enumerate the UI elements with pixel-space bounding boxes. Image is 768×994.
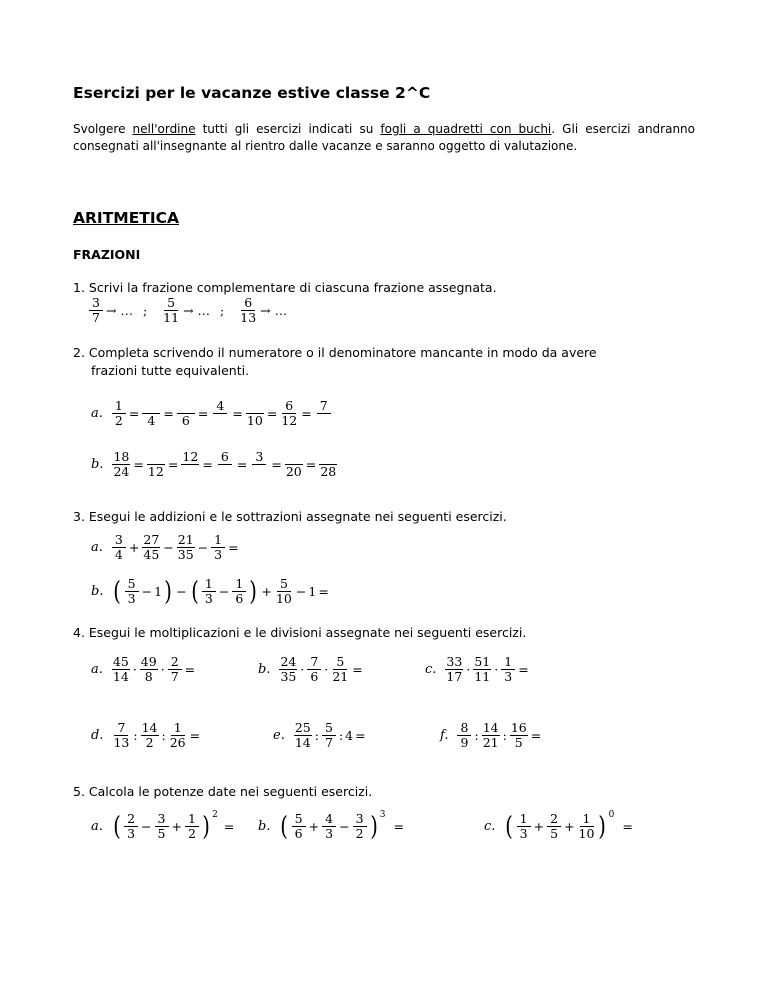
numerator: 1 [171,721,185,736]
fraction [307,655,321,684]
numerator: 1 [580,812,594,827]
denominator: 35 [177,547,194,562]
plus: + [564,819,575,834]
numerator: 1 [185,812,199,827]
exercise-1-math [88,296,289,325]
numerator: 7 [307,655,321,670]
denominator: 5 [157,826,166,841]
numerator: 1 [202,577,216,592]
fraction [517,812,531,841]
exercise-4-text: 4. Esegui le moltiplicazioni e le divisioni assegnate nei seguenti esercizi. [73,625,527,640]
denominator: 12 [147,464,164,479]
numerator: 18 [113,449,130,464]
denominator: 2 [145,735,154,750]
denominator: 14 [294,735,311,750]
denominator: 26 [169,735,186,750]
equals: = [223,819,235,834]
times: · [466,662,471,677]
equals: = [202,457,213,472]
divide: : [502,728,507,743]
numerator: 3 [155,812,169,827]
numerator: 33 [446,654,463,669]
label-b: b. [91,457,104,472]
fraction [510,721,528,750]
denominator: 11 [163,310,180,325]
numerator: 14 [141,720,158,735]
label-c: c. [484,819,496,834]
denominator: 10 [246,413,263,428]
left-paren: ( [190,576,199,607]
label-b: b. [91,584,104,599]
fraction [322,812,336,841]
right-paren: ) [598,811,607,842]
fraction [112,533,126,562]
denominator: 17 [446,669,463,684]
exercise-3a [91,533,241,562]
equals: = [393,819,404,834]
fraction [112,450,130,479]
equals: = [318,584,329,599]
label-f: f. [440,728,449,743]
minus: − [295,584,307,599]
label-a: a. [91,662,103,677]
divide: : [474,728,479,743]
denominator: 4 [114,547,123,562]
separator: ; [220,303,225,318]
fraction [285,450,303,479]
equals: = [232,406,243,421]
equals: = [622,819,633,834]
denominator: 7 [170,669,179,684]
numerator: 51 [474,654,491,669]
numerator [246,399,264,414]
left-paren: ( [505,811,514,842]
numerator [319,450,337,465]
fraction [353,812,367,841]
exercise-4e [273,721,368,750]
equals: = [128,406,140,421]
minus: − [218,584,230,599]
times: · [132,662,137,677]
fraction [142,533,160,562]
numerator: 1 [112,399,126,414]
numerator: 5 [333,655,347,670]
numerator: 5 [164,296,178,311]
right-paren: ) [164,576,172,607]
intro-text-3: . Gli esercizi andranno consegnati all'insegnante al rientro dalle vacanze e saranno oggetto di valutazione. [73,122,696,153]
plus: + [533,819,545,834]
equals: = [305,457,317,472]
fraction [125,577,139,606]
denominator: 14 [112,669,129,684]
exercise-4c [425,655,531,684]
right-paren: ) [369,811,378,842]
label-e: e. [273,728,285,743]
fraction [239,296,257,325]
integer: 1 [308,584,317,599]
label-b: b. [258,819,271,834]
numerator: 1 [232,577,246,592]
denominator: 12 [281,413,298,428]
plus: + [261,584,272,599]
divide: : [314,728,319,743]
numerator [142,399,160,414]
numerator: 27 [143,532,160,547]
fraction [142,399,160,428]
numerator: 1 [517,812,531,827]
fraction [177,533,195,562]
fraction [112,721,130,750]
equals: = [271,457,282,472]
denominator: 3 [204,591,213,606]
exercise-4d [91,721,202,750]
fraction [216,450,234,479]
divide: : [338,728,344,743]
right-paren: ) [202,811,210,842]
exercise-4a [91,655,197,684]
numerator: 6 [241,296,255,311]
intro-text-2: tutti gli esercizi indicati su [195,122,381,136]
fraction [322,721,336,750]
fraction [141,721,159,750]
equals: = [133,457,144,472]
times: · [300,662,305,677]
page-title: Esercizi per le vacanze estive classe 2^C [73,84,431,102]
arrow: → … [106,303,133,318]
exercise-5-text: 5. Calcola le potenze date nei seguenti esercizi. [73,784,373,799]
denominator: 21 [482,735,499,750]
equals: = [236,457,248,472]
numerator: 49 [140,654,157,669]
times: · [160,662,165,677]
denominator: 20 [285,464,302,479]
numerator: 45 [112,654,129,669]
denominator: 10 [275,591,292,606]
equals: = [197,406,209,421]
label-d: d. [91,728,104,743]
denominator: 3 [519,826,528,841]
numerator: 6 [282,399,296,414]
denominator: 7 [92,310,100,325]
denominator: 13 [113,735,130,750]
plus: + [308,819,320,834]
exercise-5b [258,812,406,841]
numerator [147,450,165,465]
divide: : [161,728,166,743]
minus: − [141,819,152,834]
minus: − [339,819,350,834]
exponent: 3 [379,810,386,820]
fraction [292,812,306,841]
minus: − [163,540,174,555]
numerator: 5 [322,721,336,736]
numerator: 2 [124,812,138,827]
fraction [211,399,229,428]
equals: = [184,662,196,677]
denominator: 11 [474,669,491,684]
exercise-2-text-cont: frazioni tutte equivalenti. [91,363,250,378]
left-paren: ( [280,811,289,842]
denominator: 3 [214,547,223,562]
fraction [501,655,515,684]
fraction [482,721,500,750]
numerator [177,399,195,414]
denominator: 3 [504,669,513,684]
numerator: 21 [177,532,194,547]
denominator: 28 [320,464,337,479]
exercise-5c [484,812,635,841]
denominator: 3 [325,826,334,841]
fraction [112,399,126,428]
exercise-2a [91,399,334,428]
fraction [185,812,199,841]
separator: ; [142,303,148,318]
numerator: 2 [547,812,561,827]
fraction [202,577,216,606]
denominator [181,465,199,479]
fraction [331,655,349,684]
equals: = [518,662,529,677]
denominator: 6 [294,826,303,841]
label-b: b. [258,662,271,677]
intro-underline-2: fogli a quadretti con buchi [380,122,552,136]
fraction [168,655,182,684]
exponent: 0 [608,810,615,820]
numerator: 3 [252,450,266,465]
denominator: 35 [280,669,297,684]
fraction [246,399,264,428]
denominator: 13 [240,310,257,325]
equals: = [163,406,174,421]
denominator [250,465,268,479]
equals: = [352,662,363,677]
numerator: 24 [280,654,297,669]
denominator: 4 [147,413,156,428]
fraction [155,812,169,841]
exercise-5a [91,812,236,841]
numerator: 2 [168,655,182,670]
denominator: 5 [550,826,559,841]
fraction [294,721,312,750]
fraction [279,655,297,684]
left-paren: ( [113,811,121,842]
divide: : [133,728,138,743]
label-c: c. [425,662,437,677]
denominator: 45 [143,547,160,562]
numerator: 6 [218,450,232,465]
fraction [280,399,298,428]
exercise-2-text: 2. Completa scrivendo il numeratore o il denominatore mancante in modo da avere [73,345,597,360]
fraction [124,812,138,841]
integer: 4 [345,728,354,743]
fraction [169,721,187,750]
numerator: 4 [322,812,336,827]
denominator: 8 [144,669,153,684]
exercise-1-text: 1. Scrivi la frazione complementare di ciascuna frazione assegnata. [73,280,497,295]
equals: = [355,728,366,743]
fraction [578,812,596,841]
fraction [445,655,463,684]
equals: = [167,457,179,472]
minus: − [176,584,187,599]
denominator: 2 [114,413,123,428]
numerator: 3 [112,533,126,548]
fraction [181,450,199,479]
numerator: 12 [182,449,199,464]
denominator: 6 [310,669,319,684]
minus: − [141,584,153,599]
fraction [547,812,561,841]
numerator: 3 [89,296,103,311]
label-a: a. [91,819,103,834]
intro-paragraph [73,121,695,155]
fraction [147,450,165,479]
fraction [473,655,491,684]
exercise-3b [91,577,331,606]
fraction [162,296,180,325]
arrow: → … [183,303,211,318]
denominator: 7 [324,735,333,750]
fraction [250,450,268,479]
fraction [177,399,195,428]
fraction [319,450,337,479]
arrow: → … [260,303,288,318]
exercise-4f [440,721,543,750]
subsection-heading: FRAZIONI [73,247,141,262]
numerator: 8 [457,721,471,736]
label-a: a. [91,406,103,421]
fraction [315,399,333,428]
numerator: 1 [211,533,225,548]
left-paren: ( [113,576,122,607]
numerator: 1 [501,655,515,670]
denominator: 6 [235,591,244,606]
equals: = [266,406,278,421]
fraction [232,577,246,606]
minus: − [197,540,209,555]
numerator: 16 [510,720,527,735]
integer: 1 [154,584,163,599]
numerator: 5 [125,577,139,592]
exponent: 2 [212,810,218,820]
denominator: 24 [113,464,130,479]
numerator: 7 [317,399,331,414]
denominator [315,414,333,428]
equals: = [530,728,542,743]
denominator [211,414,229,428]
fraction [112,655,130,684]
denominator: 6 [181,413,190,428]
equals: = [301,406,312,421]
denominator [216,465,234,479]
denominator: 2 [188,826,196,841]
plus: + [171,819,183,834]
numerator: 5 [292,812,306,827]
numerator [285,450,303,465]
denominator: 3 [127,591,136,606]
label-a: a. [91,540,103,555]
fraction [211,533,225,562]
fraction [457,721,471,750]
fraction [275,577,293,606]
plus: + [128,540,140,555]
equals: = [228,540,239,555]
section-heading: ARITMETICA [73,209,179,227]
right-paren: ) [249,576,258,607]
denominator: 2 [355,826,364,841]
fraction [140,655,158,684]
times: · [324,662,329,677]
exercise-4b [258,655,365,684]
numerator: 7 [114,721,128,736]
numerator: 3 [353,812,367,827]
denominator: 3 [127,826,136,841]
equals: = [189,728,201,743]
denominator: 9 [460,735,469,750]
numerator: 14 [482,720,499,735]
denominator: 21 [332,669,349,684]
intro-text-1: Svolgere [73,122,133,136]
numerator: 5 [277,577,291,592]
intro-underline-1: nell'ordine [132,122,196,136]
numerator: 4 [213,399,227,414]
exercise-2b [91,450,338,479]
times: · [494,662,499,677]
numerator: 25 [294,720,311,735]
fraction [89,296,103,325]
exercise-3-text: 3. Esegui le addizioni e le sottrazioni assegnate nei seguenti esercizi. [73,509,507,524]
denominator: 5 [514,735,523,750]
denominator: 10 [578,826,595,841]
